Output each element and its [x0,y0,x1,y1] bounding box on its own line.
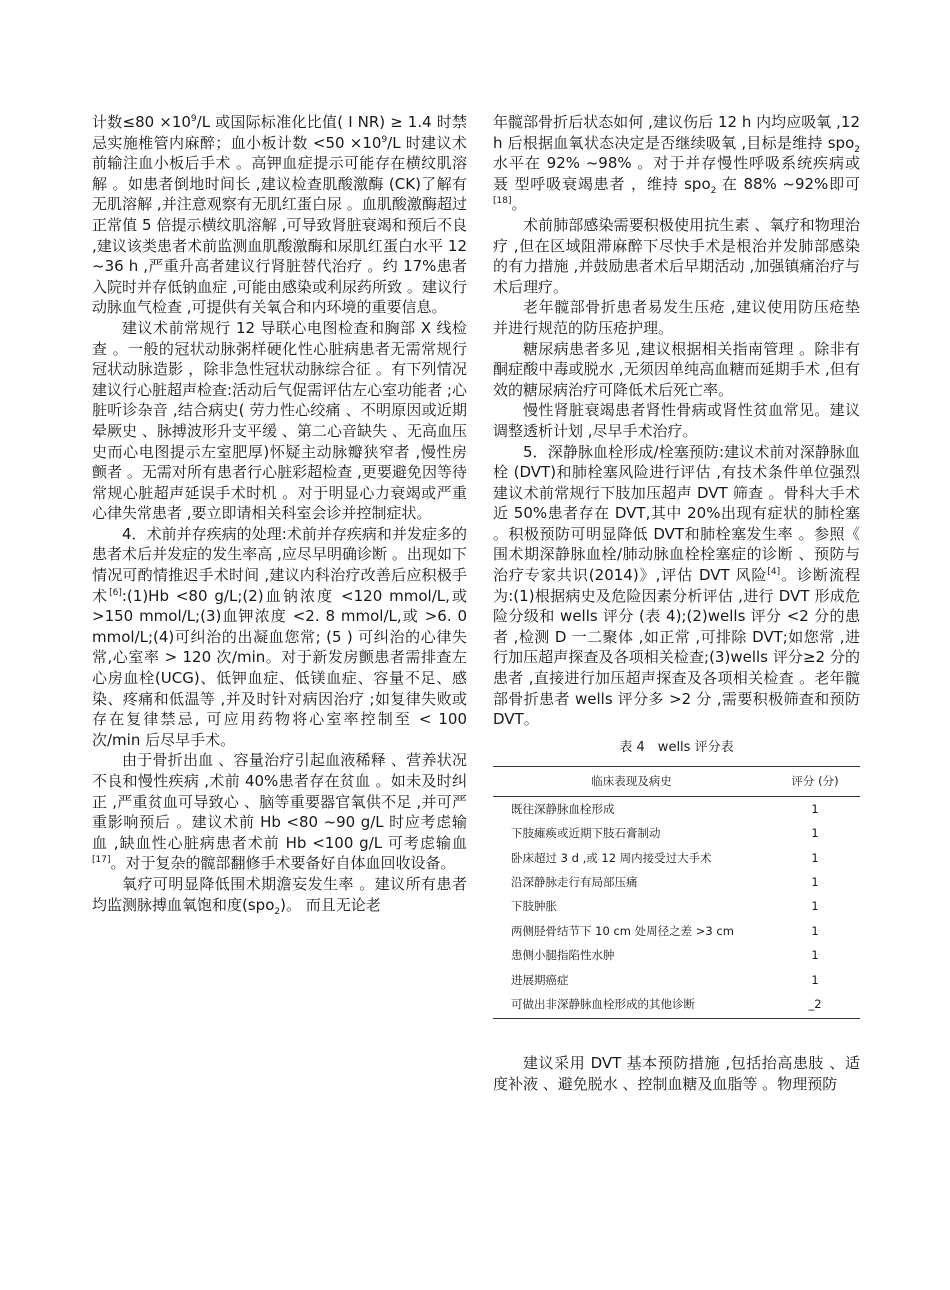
header-feature: 临床表现及病史 [493,767,770,797]
paragraph-renal-failure: 慢性肾脏衰竭患者肾性骨病或肾性贫血常见。建议调整透析计划 ,尽早手术治疗。 [493,401,860,440]
subscript: 2 [854,144,860,155]
text-span: 计数≤80 ×10 [92,113,191,131]
paragraph-basic-prevention: 建议采用 DVT 基本预防措施 ,包括抬高患肢 、适度补液 、避免脱水 、控制血糖及血脂等 。物理预防 [493,1054,860,1094]
row-feature: 患侧小腿指陷性水肿 [511,948,615,963]
text-span: 由于骨折出血 、容量治疗引起血液稀释 、营养状况不良和慢性疾病 ,术前 40%患者存在贫血 。如未及时纠正 ,严重贫血可导致心 、脑等重要器官氧供不足 ,并可严重影响预后 。建议术前 Hb <80 ~90 g/L 时应考虑输血 ,缺血性心脏病患者术前 Hb <100 g/L 可考虑输血 [92,751,467,852]
paragraph-diabetes: 糖尿病患者多见 ,建议根据相关指南管理 。除非有酮症酸中毒或脱水 ,无须因单纯高血糖而延期手术 ,但有效的糖尿病治疗可降低术后死亡率。 [493,339,860,399]
table-row [493,846,860,870]
text-span: 。诊断流程为:(1)根据病史及危险因素分析评估 ,进行 DVT 形成危险分级和 wells 评分 (表 4);(2)wells 评分 <2 分的患者 ,检测 D 一二聚体 ,如正常 ,可排除 DVT;如您常 ,进行加压超声探查及各项相关检查;(3)wells 评分≥2 分的患者 ,直接进行加压超声探查及各项相关检查 。老年髋部骨折患者 wells 评分多 >2 分 ,需要积极筛查和预防 DVT。 [493,566,860,729]
row-score: _2 [770,992,860,1019]
row-feature: 沿深静脉走行有局部压痛 [511,875,638,890]
header-score: 评分 (分) [770,767,860,797]
text-span: 。对于复杂的髋部翻修手术要备好自体血回收设备。 [110,854,456,873]
row-score: 1 [811,923,819,938]
text-span: 。 [511,195,527,214]
text-span: )。 而且无论老 [280,895,381,914]
row-feature: 下肢瘫痪或近期下肢石膏制动 [511,826,661,841]
citation-ref: [17] [92,855,111,866]
citation-ref: [18] [493,196,512,207]
table-row [493,968,860,992]
citation-ref: [6] [109,587,122,598]
superscript: 9 [190,114,197,124]
text-span: 年髋部骨折后状态如何 ,建议伤后 12 h 内均应吸氧 ,12 h 后根据血氧状态决定是否继续吸氧 ,目标是维持 spo [493,113,860,152]
table-row [493,919,860,943]
text-span: 在 88% ~92%即可 [716,174,860,193]
paragraph-pressure-ulcer: 老年髋部骨折患者易发生压疮 ,建议使用防压疮垫并进行规范的防压疮护理。 [493,298,860,337]
row-feature: 下肢肿胀 [511,899,557,914]
paragraph-oxygen-continued [493,112,860,215]
paragraph-dvt-prevention [493,442,860,730]
table-row [493,943,860,967]
row-score: 1 [811,801,819,816]
table-row [493,797,860,822]
subscript: 2 [710,185,717,196]
row-score: 1 [811,850,819,865]
row-feature: 可做出非深静脉血栓形成的其他诊断 [493,992,770,1019]
row-score: 1 [811,972,819,987]
table-row [493,992,860,1019]
paragraph-ecg-echo: 建议术前常规行 12 导联心电图检查和胸部 X 线检查 。一般的冠状动脉粥样硬化性心脏病患者无需常规行冠状动脉造影 ，除非急性冠状动脉综合征 。有下列情况建议行心脏超声检查:活动后气促需评估左心室功能者 ;心脏听诊杂音 ,结合病史( 劳力性心绞痛 、不明原因或近期晕厥史 、脉搏波形升支平缓 、第二心音缺失 、无高血压史而心电图提示左室肥厚)怀疑主动脉瓣狭窄者 ,慢性房颤者 。无需对所有患者行心脏彩超检查 ,更要避免因等待常规心脏超声延误手术时机 。对于明显心力衰竭或严重心律失常患者 ,要立即请相关科室会诊并控制症状。 [92,318,467,523]
text-span: 氧疗可明显降低围术期澹妄发生率 。建议所有患者均监测脉搏血氧饱和度(spo [92,874,467,914]
row-feature: 进展期癌症 [511,972,569,987]
superscript: 9 [381,134,388,145]
paragraph-comorbidities [92,524,467,751]
table-caption: 表 4 wells 评分表 [619,739,734,755]
left-column [92,112,467,915]
paragraph-oxygen-therapy [92,874,467,915]
table-row [493,870,860,894]
row-score: 1 [811,875,819,890]
row-score: 1 [811,948,819,963]
paragraph-anemia [92,750,467,874]
table-row [493,821,860,845]
paragraph-pulmonary-infection: 术前肺部感染需要积极使用抗生素 、氧疗和物理治疗 ,但在区域阻滞麻醉下尽快手术是根治并发肺部感染的有力措施 ,并鼓励患者术后早期活动 ,加强镇痛治疗与术后理疗。 [493,215,860,296]
paragraph-lab-findings [92,112,467,318]
row-score: 1 [811,899,819,914]
row-score: 1 [811,826,819,841]
right-column [493,112,860,1095]
table-row [493,895,860,919]
row-feature: 卧床超过 3 d ,或 12 周内接受过大手术 [511,850,712,865]
text-span: /L 时建议术前输注血小板后手术 。高钾血症提示可能存在横纹肌溶解 。如患者倒地时间长 ,建议检查肌酸激酶 (CK)了解有无肌溶解 ,并注意观察有无肌红蛋白尿 。血肌酸激酶超过正常值 5 倍提示横纹肌溶解 ,可导致肾脏衰竭和预后不良 ,建议该类患者术前监测血肌酸激酶和尿肌红蛋白水平 12 ~36 h ,严重升高者建议行肾脏替代治疗 。约 17%患者入院时并存低钠血症 ,可能由感染或利尿药所致 。建议行动脉血气检查 ,可提供有关氧合和内环境的重要信息。 [92,133,467,317]
subscript: 2 [274,906,281,917]
text-span: 水平在 92% ~98% 。对于并存慢性呼吸系统疾病或 聂 型呼吸衰竭患者 ，维持 spo [493,154,860,193]
text-span: 5．深静脉血栓形成/栓塞预防:建议术前对深静脉血栓 (DVT)和肺栓塞风险进行评估 ,有技术条件单位强烈建议术前常规行下肢加压超声 DVT 筛查 。骨科大手术近 50%患者存在 DVT,其中 20%出现有症状的肺栓塞 。积极预防可明显降低 DVT和肺栓塞发生率 。参照《 围术期深静脉血栓/肺动脉血栓栓塞症的诊断 、预防与治疗专家共识(2014)》,评估 DVT 风险 [493,442,860,585]
text-span: /L 或国际标准化比值( I NR) ≥ 1.4 时禁忌实施椎管内麻醉；血小板计数 <50 ×10 [92,113,467,152]
table-header-row [493,767,860,797]
wells-score-table [493,766,860,1019]
citation-ref: [4] [767,567,781,578]
text-span: 4．术前并存疾病的处理:术前并存疾病和并发症多的患者术后并发症的发生率高 ,应尽早明确诊断 。出现如下情况可酌情推迟手术时间 ,建议内科治疗改善后应积极手术 [92,524,467,605]
row-feature: 既往深静脉血栓形成 [511,801,615,816]
text-span: :(1)Hb <80 g/L;(2)血钠浓度 <120 mmol/L,或 >150 mmol/L;(3)血钾浓度 <2. 8 mmol/L,或 >6. 0 mmol/L;(4)可纠治的出凝血您常; (5 ) 可纠治的心律失常,心室率 > 120 次/min。对于新发房颤患者需排查左心房血栓(UCG)、低钾血症、低镁血症、容量不足、感染、疼痛和低温等 ,并及时针对病因治疗 ;如复律失败或存在复律禁忌, 可应用药物将心室率控制至 < 100 次/min 后尽早手术。 [92,586,467,749]
row-feature: 两侧胫骨结节下 10 cm 处周径之差 >3 cm [511,923,734,938]
